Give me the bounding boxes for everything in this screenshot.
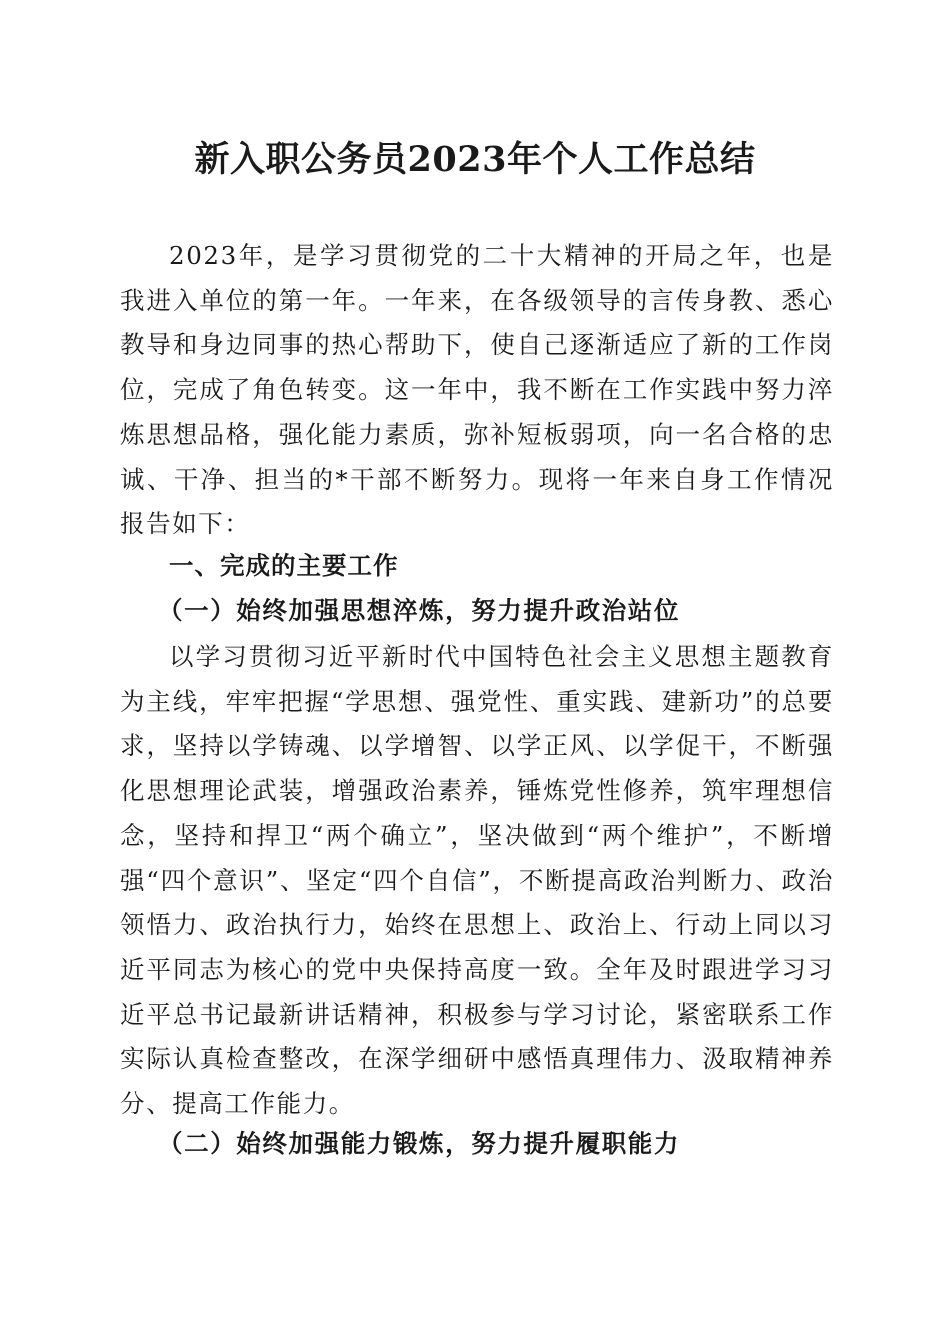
section-heading-main-work: 一、完成的主要工作 (169, 551, 399, 580)
subsection-heading-ability: （二）始终加强能力锻炼，努力提升履职能力 (158, 1129, 680, 1158)
subsection-paragraph-ideology: 以学习贯彻习近平新时代中国特色社会主义思想主题教育为主线，牢牢把握“学思想、强党性、重实践、建新功”的总要求，坚持以学铸魂、以学增智、以学正风、以学促干，不断强化思想理论武装，增强政治素养，锤炼党性修养，筑牢理想信念，坚持和捍卫“两个确立”，坚决做到“两个维护”，不断增强“四个意识”、坚定“四个自信”，不断提高政治判断力、政治领悟力、政治执行力，始终在思想上、政治上、行动上同以习近平同志为核心的党中央保持高度一致。全年及时跟进学习习近平总书记最新讲话精神，积极参与学习讨论，紧密联系工作实际认真检查整改，在深学细研中感悟真理伟力、汲取精神养分、提高工作能力。 (120, 642, 834, 1119)
subsection-heading-ideology: （一）始终加强思想淬炼，努力提升政治站位 (158, 596, 680, 625)
intro-paragraph: 2023年，是学习贯彻党的二十大精神的开局之年，也是我进入单位的第一年。一年来，在各级领导的言传身教、悉心教导和身边同事的热心帮助下，使自己逐渐适应了新的工作岗位，完成了角色转变。这一年中，我不断在工作实践中努力淬炼思想品格，强化能力素质，弥补短板弱项，向一名合格的忠诚、干净、担当的*干部不断努力。现将一年来自身工作情况报告如下： (120, 241, 834, 539)
document-title: 新入职公务员2023年个人工作总结 (194, 139, 756, 180)
